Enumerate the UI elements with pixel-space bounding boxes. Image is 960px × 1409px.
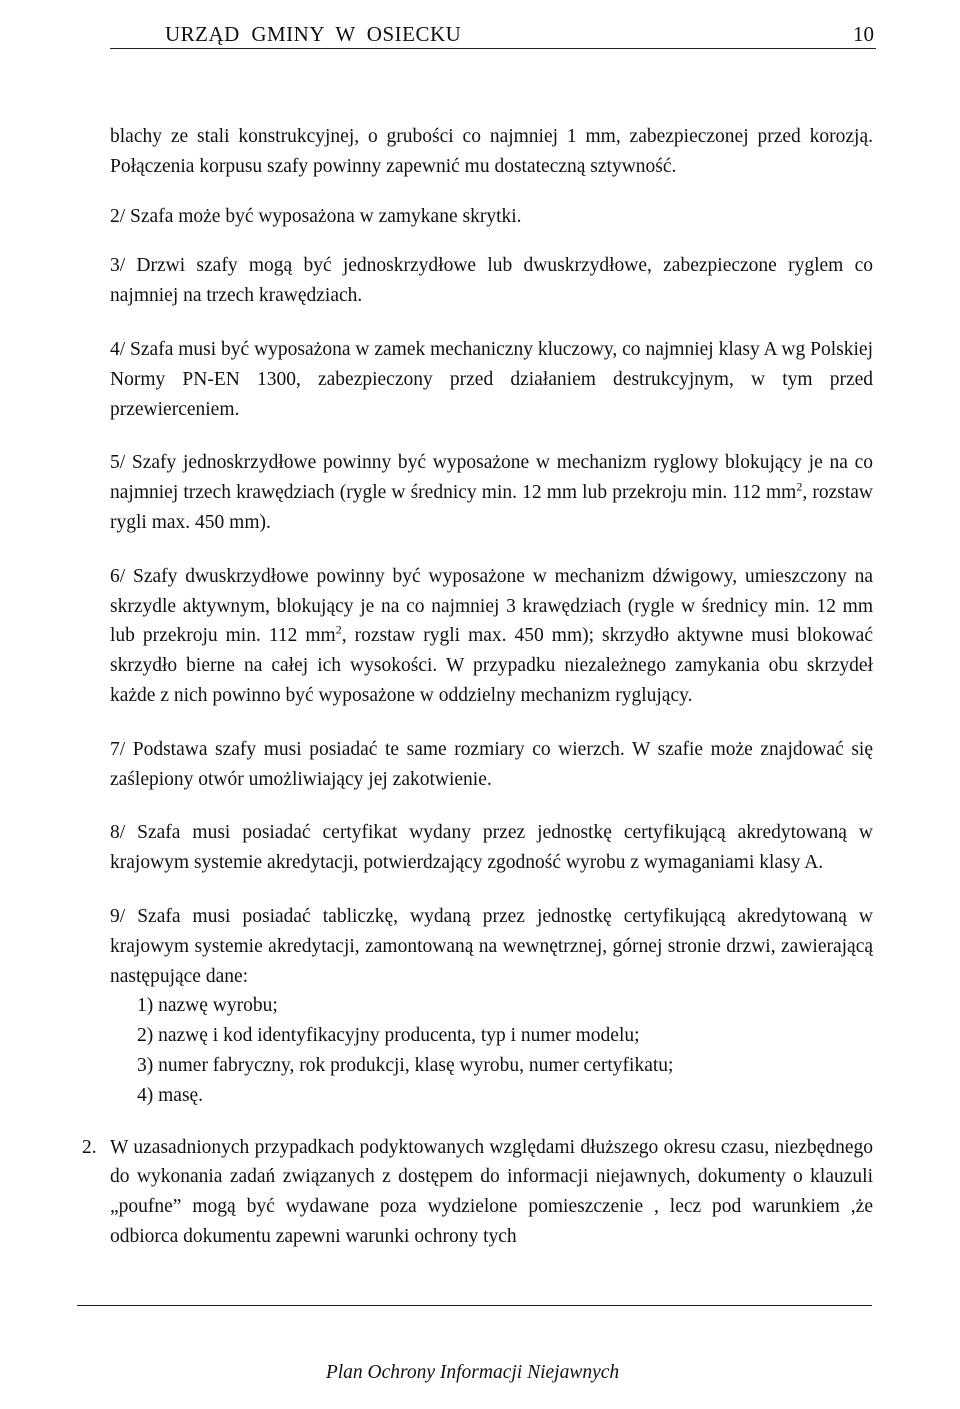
paragraph-4: 4/ Szafa musi być wyposażona w zamek mechaniczny kluczowy, co najmniej klasy A wg Polskiej Normy PN-EN 1300, zabezpieczony przed działaniem destrukcyjnym, w tym przed przewierceniem. (110, 338, 873, 420)
page-footer: Plan Ochrony Informacji Niejawnych (325, 1362, 620, 1383)
paragraph-1: blachy ze stali konstrukcyjnej, o grubości co najmniej 1 mm, zabezpieczonej przed korozją. Połączenia korpusu szafy powinny zapewnić mu dostateczną sztywność. (110, 126, 873, 177)
footer-divider (77, 1305, 872, 1306)
paragraph-9: 9/ Szafa musi posiadać tabliczkę, wydaną przez jednostkę certyfikującą akredytowaną w krajowym systemie akredytacji, zamontowaną na wewnętrznej, górnej stronie drzwi, zawierającą następujące dane: (110, 905, 873, 987)
paragraph-6 (110, 562, 873, 711)
list-item: 3) numer fabryczny, rok produkcji, klasę wyrobu, numer certyfikatu; (137, 1054, 674, 1076)
paragraph-5 (110, 448, 873, 537)
paragraph-5-text-end: , rozstaw rygli max. 450 mm). (110, 482, 873, 533)
page-number: 10 (853, 22, 874, 46)
list-item: 2) nazwę i kod identyfikacyjny producenta, typ i numer modelu; (137, 1025, 640, 1047)
numbered-item-2 (82, 1133, 873, 1252)
paragraph-6-text-end: , rozstaw rygli max. 450 mm); skrzydło aktywne musi blokować skrzydło bierne na całej ich wysokości. W przypadku niezależnego zamykania obu skrzydeł każde z nich powinno być wyposażone w oddzielny mechanizm ryglujący. (110, 625, 873, 706)
document-body (82, 122, 873, 1252)
paragraph-7: 7/ Podstawa szafy musi posiadać te same rozmiary co wierzch. W szafie może znajdować się zaślepiony otwór umożliwiający jej zakotwienie. (110, 738, 873, 790)
list-item: 1) nazwę wyrobu; (137, 995, 278, 1017)
item-number: 2. (82, 1136, 97, 1158)
header-title: URZĄD GMINY W OSIECKU (165, 22, 462, 46)
paragraph-6-text: 6/ Szafy dwuskrzydłowe powinny być wyposażone w mechanizm dźwigowy, umieszczony na skrzydle aktywnym, blokujący je na co najmniej 3 krawędziach (rygle w średnicy min. 12 mm lub przekroju min. 112 mm (110, 565, 873, 647)
paragraph-8: 8/ Szafa musi posiadać certyfikat wydany przez jednostkę certyfikującą akredytowaną w krajowym systemie akredytacji, potwierdzający zgodność wyrobu z wymaganiami klasy A. (110, 822, 873, 874)
superscript: 2 (335, 622, 342, 637)
paragraph-3: 3/ Drzwi szafy mogą być jednoskrzydłowe lub dwuskrzydłowe, zabezpieczone ryglem co najmniej na trzech krawędziach. (110, 255, 873, 307)
paragraph-5-text: 5/ Szafy jednoskrzydłowe powinny być wyposażone w mechanizm ryglowy blokujący je na co najmniej trzech krawędziach (rygle w średnicy min. 12 mm lub przekroju min. 112 mm (110, 452, 873, 504)
plate-data-list (110, 991, 873, 1110)
superscript: 2 (796, 479, 803, 494)
page-header (110, 20, 876, 49)
item-text: W uzasadnionych przypadkach podyktowanych względami dłuższego okresu czasu, niezbędnego do wykonania zadań związanych z dostępem do informacji niejawnych, dokumenty o klauzuli „poufne” mogą być wydawane poza wydzielone pomieszczenie , lecz pod warunkiem ,że odbiorca dokumentu zapewni warunki ochrony tych (110, 1136, 873, 1247)
list-item: 4) masę. (137, 1084, 204, 1106)
paragraph-2: 2/ Szafa może być wyposażona w zamykane skrytki. (110, 205, 522, 227)
